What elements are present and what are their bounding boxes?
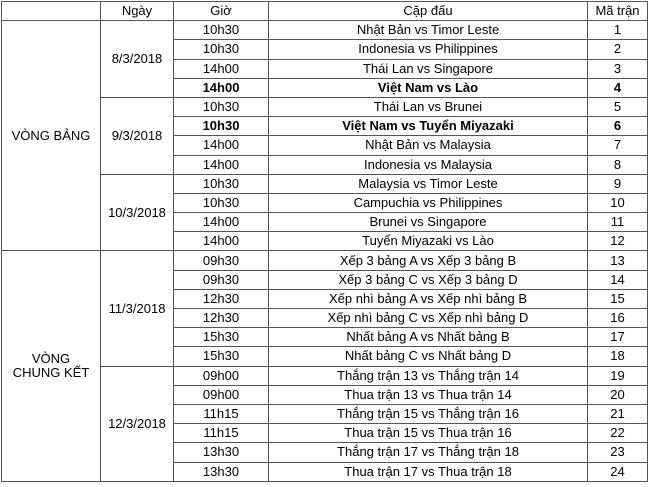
match-code-cell: 2 [588,40,648,59]
match-cell: Thái Lan vs Brunei [269,97,588,116]
time-cell: 13h30 [174,443,269,462]
time-cell: 14h00 [174,213,269,232]
match-cell: Malaysia vs Timor Leste [269,174,588,193]
match-cell: Thái Lan vs Singapore [269,59,588,78]
header-round [2,2,101,21]
header-time: Giờ [174,2,269,21]
match-cell: Xếp nhì bảng A vs Xếp nhì bảng B [269,289,588,308]
match-code-cell: 21 [588,404,648,423]
match-code-cell: 20 [588,385,648,404]
match-code-cell: 7 [588,136,648,155]
match-cell: Thắng trận 13 vs Thắng trận 14 [269,366,588,385]
round-cell [2,251,101,481]
round-label-line2: CHUNG KẾT [12,365,90,381]
round-label-line1: VÒNG [31,351,71,367]
time-cell: 12h30 [174,309,269,328]
header-date: Ngày [101,2,174,21]
round-cell [2,21,101,251]
header-code: Mã trận [588,2,648,21]
schedule-table [1,1,648,482]
match-code-cell: 23 [588,443,648,462]
match-cell: Việt Nam vs Lào [269,78,588,97]
match-cell: Campuchia vs Philippines [269,193,588,212]
time-cell: 10h30 [174,193,269,212]
match-code-cell: 8 [588,155,648,174]
time-cell: 10h30 [174,117,269,136]
match-cell: Nhật Bản vs Malaysia [269,136,588,155]
match-code-cell: 18 [588,347,648,366]
match-cell: Brunei vs Singapore [269,213,588,232]
match-cell: Xếp 3 bảng A vs Xếp 3 bảng B [269,251,588,270]
round-label-line1: VÒNG BẢNG [11,127,91,143]
time-cell: 14h00 [174,155,269,174]
match-cell: Nhất bảng A vs Nhất bảng B [269,328,588,347]
time-cell: 10h30 [174,97,269,116]
match-code-cell: 4 [588,78,648,97]
match-code-cell: 17 [588,328,648,347]
time-cell: 11h15 [174,424,269,443]
match-code-cell: 1 [588,21,648,40]
time-cell: 10h30 [174,21,269,40]
time-cell: 09h30 [174,251,269,270]
match-cell: Xếp nhì bảng C vs Xếp nhì bảng D [269,309,588,328]
match-code-cell: 14 [588,270,648,289]
match-cell: Việt Nam vs Tuyển Miyazaki [269,117,588,136]
match-cell: Tuyển Miyazaki vs Lào [269,232,588,251]
match-code-cell: 22 [588,424,648,443]
match-code-cell: 5 [588,97,648,116]
date-cell: 10/3/2018 [101,174,174,251]
match-cell: Thua trận 13 vs Thua trận 14 [269,385,588,404]
time-cell: 09h00 [174,366,269,385]
header-row [2,2,648,21]
date-cell: 8/3/2018 [101,21,174,98]
date-cell: 12/3/2018 [101,366,174,481]
match-code-cell: 11 [588,213,648,232]
match-cell: Thua trận 17 vs Thua trận 18 [269,462,588,481]
date-cell: 9/3/2018 [101,97,174,174]
match-cell: Thua trận 15 vs Thua trận 16 [269,424,588,443]
time-cell: 13h30 [174,462,269,481]
header-match: Cặp đấu [269,2,588,21]
match-code-cell: 6 [588,117,648,136]
match-cell: Indonesia vs Malaysia [269,155,588,174]
time-cell: 11h15 [174,404,269,423]
match-cell: Nhật Bản vs Timor Leste [269,21,588,40]
time-cell: 14h00 [174,78,269,97]
match-code-cell: 10 [588,193,648,212]
match-code-cell: 19 [588,366,648,385]
time-cell: 12h30 [174,289,269,308]
match-cell: Thắng trận 17 vs Thắng trận 18 [269,443,588,462]
match-code-cell: 24 [588,462,648,481]
date-cell: 11/3/2018 [101,251,174,366]
time-cell: 14h00 [174,232,269,251]
match-code-cell: 3 [588,59,648,78]
time-cell: 15h30 [174,328,269,347]
time-cell: 15h30 [174,347,269,366]
time-cell: 10h30 [174,174,269,193]
match-code-cell: 12 [588,232,648,251]
match-cell: Nhất bảng C vs Nhất bảng D [269,347,588,366]
table-row [2,251,648,270]
schedule-body [2,21,648,482]
match-cell: Indonesia vs Philippines [269,40,588,59]
time-cell: 09h30 [174,270,269,289]
time-cell: 09h00 [174,385,269,404]
time-cell: 10h30 [174,40,269,59]
time-cell: 14h00 [174,59,269,78]
match-code-cell: 9 [588,174,648,193]
match-code-cell: 15 [588,289,648,308]
match-cell: Thắng trận 15 vs Thắng trận 16 [269,404,588,423]
time-cell: 14h00 [174,136,269,155]
match-cell: Xếp 3 bảng C vs Xếp 3 bảng D [269,270,588,289]
table-row [2,21,648,40]
match-code-cell: 16 [588,309,648,328]
match-code-cell: 13 [588,251,648,270]
